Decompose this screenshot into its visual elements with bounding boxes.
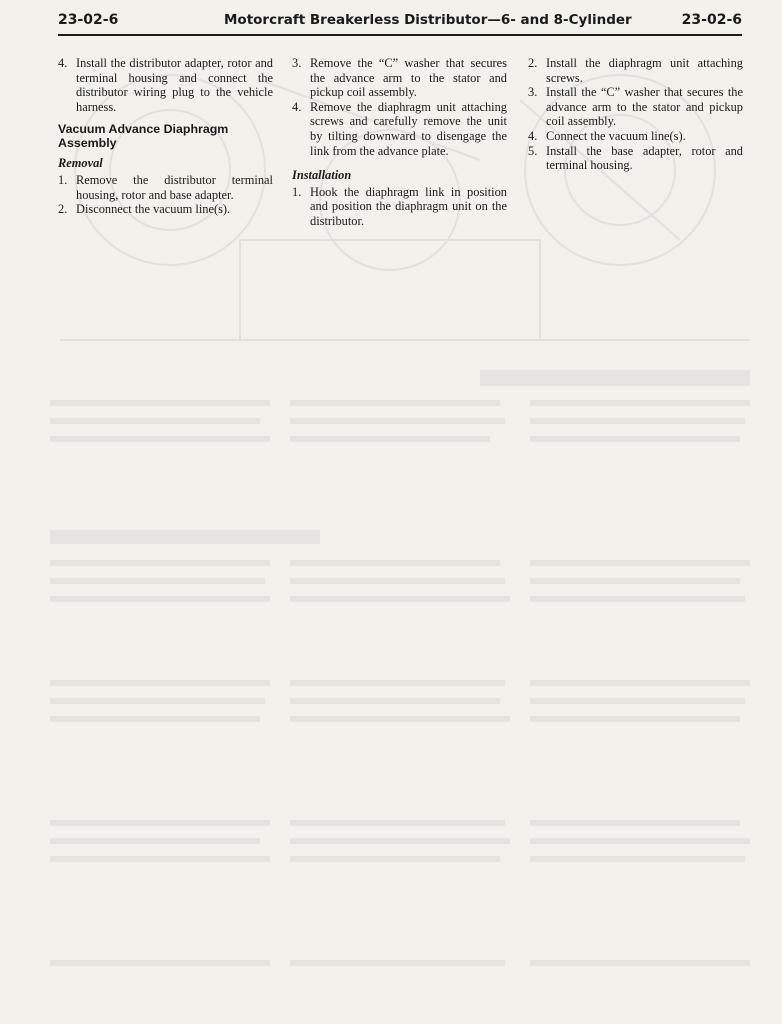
page-number-left: 23-02-6 (58, 12, 119, 28)
list-item (528, 85, 743, 129)
step-text: Install the diaphragm unit attaching screws. (546, 56, 743, 85)
list-item (58, 173, 273, 202)
step-text: Remove the diaphragm unit attaching screws and carefully remove the unit by tilting downward to disengage the link from the advance plate. (310, 99, 507, 158)
removal-steps-continued (292, 56, 507, 158)
step-number: 4. (58, 56, 68, 70)
step-text: Hook the diaphragm link in position and position the diaphragm unit on the distributor. (310, 184, 507, 228)
step-text: Install the “C” washer that secures the advance arm to the stator and pickup coil assembly. (546, 85, 743, 129)
page-number-right: 23-02-6 (681, 12, 742, 28)
list-item (528, 129, 743, 144)
column-1 (58, 56, 273, 217)
list-item (528, 56, 743, 85)
page-header (58, 10, 742, 34)
step-text: Disconnect the vacuum line(s). (76, 202, 231, 217)
step-text: Remove the “C” washer that secures the advance arm to the stator and pickup coil assembly. (310, 56, 507, 100)
installation-steps-continued (528, 56, 743, 173)
step-text: Remove the distributor terminal housing, rotor and base adapter. (76, 172, 273, 202)
installation-steps (292, 185, 507, 229)
step-number: 4. (528, 128, 538, 143)
step-text: Install the base adapter, rotor and terminal housing. (546, 143, 743, 173)
running-title: Motorcraft Breakerless Distributor—6- and 8-Cylinder (224, 12, 632, 28)
list-item (528, 144, 743, 173)
step-text: Install the distributor adapter, rotor and terminal housing and connect the distributor wiring plug to the vehicle harness. (76, 56, 273, 114)
step-number: 4. (292, 99, 302, 114)
step-number: 3. (292, 56, 302, 70)
bleed-through-text (40, 360, 760, 1020)
section-title: Vacuum Advance Diaphragm Assembly (58, 122, 229, 151)
header-rule (58, 34, 742, 36)
column-3 (528, 56, 743, 173)
removal-heading: Removal (58, 156, 103, 171)
list-item (58, 202, 273, 217)
list-item (292, 56, 507, 100)
step-number: 2. (528, 56, 538, 70)
installation-heading: Installation (292, 168, 352, 183)
column-2 (292, 56, 507, 229)
list-item (292, 100, 507, 158)
list-item (58, 56, 273, 114)
list-item (292, 185, 507, 229)
step-number: 2. (58, 202, 68, 217)
step-number: 1. (292, 184, 302, 199)
removal-steps (58, 173, 273, 217)
step-number: 5. (528, 143, 538, 158)
step-number: 1. (58, 172, 68, 187)
step-list (58, 56, 273, 114)
step-number: 3. (528, 85, 538, 100)
step-text: Connect the vacuum line(s). (546, 128, 686, 143)
